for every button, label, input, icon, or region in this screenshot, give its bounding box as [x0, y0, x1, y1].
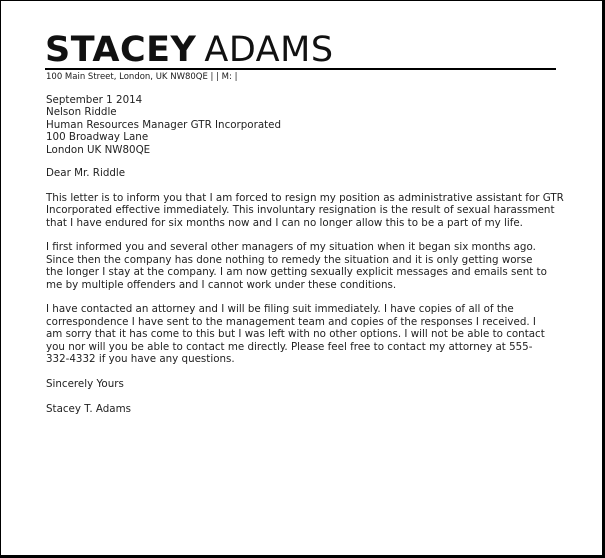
signature	[46, 403, 566, 415]
paragraph-line: I first informed you and several other managers of my situation when it began six months ago.	[46, 241, 536, 254]
salutation-text: Dear Mr. Riddle	[46, 167, 126, 180]
sender-last-name: ADAMS	[204, 30, 334, 70]
letterhead	[45, 30, 582, 70]
paragraph-line: am sorry that it has come to this but I was left with no other options. I will not be able to contact	[46, 328, 545, 341]
sender-first-name: STACEY	[45, 30, 197, 70]
closing-text: Sincerely Yours	[46, 377, 124, 390]
salutation	[46, 167, 566, 179]
paragraph-line: 332-4332 if you have any questions.	[46, 353, 235, 366]
paragraph-line: that I have endured for six months now and I can no longer allow this to be a part of my life.	[46, 216, 523, 229]
recipient-line: Nelson Riddle	[46, 106, 117, 119]
paragraph-line: correspondence I have sent to the management team and copies of the responses I received. I	[46, 315, 536, 328]
paragraph-line: This letter is to inform you that I am forced to resign my position as administrative assistant for GTR	[46, 191, 564, 204]
closing	[46, 378, 566, 390]
paragraph-line: Incorporated effective immediately. This involuntary resignation is the result of sexual harassment	[46, 204, 555, 217]
recipient-line: Human Resources Manager GTR Incorporated	[46, 118, 282, 131]
sender-contact-line: 100 Main Street, London, UK NW80QE | | M: |	[46, 72, 238, 82]
signature-name: Stacey T. Adams	[46, 402, 131, 415]
letter-body	[46, 94, 566, 415]
recipient-line: London UK NW80QE	[46, 143, 151, 156]
date-and-recipient	[46, 94, 566, 156]
paragraph-line: the longer I stay at the company. I am now getting sexually explicit messages and emails sent to	[46, 266, 547, 279]
sender-name	[45, 30, 582, 70]
paragraph-line: you nor will you be able to contact me directly. Please feel free to contact my attorney at 555-	[46, 340, 533, 353]
paragraph	[46, 303, 566, 365]
paragraph-line: Since then the company has done nothing to remedy the situation and it is only getting worse	[46, 253, 533, 266]
letterhead-divider	[45, 68, 556, 70]
paragraph	[46, 192, 566, 229]
paragraph-line: I have contacted an attorney and I will be filing suit immediately. I have copies of all of the	[46, 303, 514, 316]
paragraph-line: me by multiple offenders and I cannot work under these conditions.	[46, 278, 397, 291]
letter-date: September 1 2014	[46, 94, 143, 106]
recipient-line: 100 Broadway Lane	[46, 131, 149, 144]
paragraph	[46, 241, 566, 291]
